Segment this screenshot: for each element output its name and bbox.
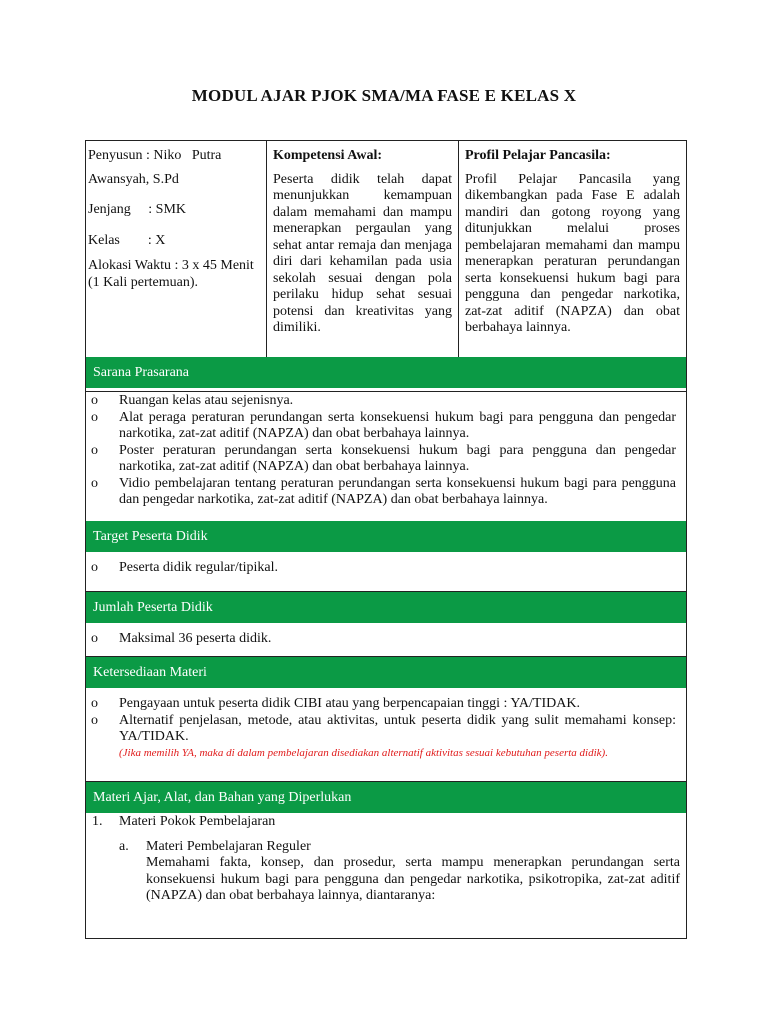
materi-sub-letter: a. bbox=[119, 838, 129, 854]
bullet-marker: o bbox=[91, 409, 98, 425]
bullet-marker: o bbox=[91, 475, 98, 491]
alokasi-line: Alokasi Waktu : 3 x 45 Menit (1 Kali pertemuan). bbox=[88, 258, 254, 290]
sarana-list bbox=[86, 393, 684, 509]
list-item: o Pengayaan untuk peserta didik CIBI atau yang berpencapaian tinggi : YA/TIDAK. bbox=[91, 696, 580, 711]
section-header-materi: Materi Ajar, Alat, dan Bahan yang Diperlukan bbox=[86, 782, 686, 813]
kelas-line: Kelas : X bbox=[88, 232, 166, 248]
ketersediaan-list bbox=[86, 696, 684, 760]
jenjang-line: Jenjang : SMK bbox=[88, 202, 186, 217]
identity-cell bbox=[88, 148, 260, 291]
section-header-sarana: Sarana Prasarana bbox=[86, 357, 686, 388]
bullet-marker: o bbox=[91, 442, 98, 458]
penyusun-line-2: Awansyah, S.Pd bbox=[88, 171, 179, 187]
list-item: o Peserta didik regular/tipikal. bbox=[91, 560, 279, 575]
bullet-marker: o bbox=[91, 631, 98, 646]
materi-item-number: 1. bbox=[92, 814, 103, 829]
profil-cell bbox=[465, 148, 680, 337]
list-item: o Alat peraga peraturan perundangan serta konsekuensi hukum bagi para pengguna dan pengedar narkotika, zat-zat aditif (NAPZA) dan obat berbahaya lainnya. bbox=[91, 409, 676, 441]
column-divider-2 bbox=[458, 140, 459, 357]
ketersediaan-note: (Jika memilih YA, maka di dalam pembelajaran disediakan alternatif aktivitas sesuai kebutuhan peserta didik). bbox=[119, 746, 608, 759]
list-item: o Vidio pembelajaran tentang peraturan perundangan serta konsekuensi hukum bagi para pengguna dan pengedar narkotika, zat-zat aditif (NAPZA) dan obat berbahaya lainnya. bbox=[91, 475, 676, 507]
sarana-divider bbox=[85, 391, 687, 392]
bullet-marker: o bbox=[91, 560, 98, 575]
section-header-jumlah: Jumlah Peserta Didik bbox=[86, 592, 686, 623]
kompetensi-text: Peserta didik telah dapat menunjukkan kemampuan dalam memahami dan mampu menerapkan pergaulan yang sehat antar remaja dan menjaga diri dari kehamilan pada usia sekolah sesuai dengan pola perilaku hidup sehat sesuai potensi dan kreativitas yang dimiliki. bbox=[273, 171, 452, 335]
list-item: o Maksimal 36 peserta didik. bbox=[91, 631, 272, 646]
document-title: MODUL AJAR PJOK SMA/MA FASE E KELAS X bbox=[191, 86, 577, 105]
bullet-marker: o bbox=[91, 393, 98, 408]
jumlah-list bbox=[86, 631, 684, 648]
list-item: o Alternatif penjelasan, metode, atau aktivitas, untuk peserta didik yang sulit memahami konsep: YA/TIDAK. (Jika memilih YA, maka di dalam pembelajaran disediakan alternatif aktivitas sesuai kebutuhan peserta didik). bbox=[91, 712, 676, 759]
profil-heading: Profil Pelajar Pancasila: bbox=[465, 148, 611, 163]
bullet-marker: o bbox=[91, 696, 98, 711]
kompetensi-cell bbox=[273, 148, 452, 337]
bullet-marker: o bbox=[91, 712, 98, 728]
target-list bbox=[86, 560, 684, 577]
section-header-target: Target Peserta Didik bbox=[86, 521, 686, 552]
penyusun-line-1: Penyusun : Niko Putra bbox=[88, 148, 222, 163]
materi-item-label: Materi Pokok Pembelajaran bbox=[119, 814, 276, 829]
profil-text: Profil Pelajar Pancasila yang dikembangkan pada Fase E adalah mandiri dan gotong royong yang ditunjukkan melalui proses pembelajaran memahami dan mampu menerapkan peraturan perundangan serta konsekuensi hukum bagi para pengguna dan pengedar narkotika, zat-zat aditif (NAPZA) dan obat berbahaya lainnya. bbox=[465, 171, 680, 335]
list-item: o Ruangan kelas atau sejenisnya. bbox=[91, 393, 294, 408]
column-divider-1 bbox=[266, 140, 267, 357]
materi-sub-label: Materi Pembelajaran Reguler bbox=[146, 838, 311, 854]
materi-sub-text: Memahami fakta, konsep, dan prosedur, serta mampu menerapkan perundangan serta konsekuensi hukum bagi para pengguna dan pengedar narkotika, psikotropika, zat-zat aditif (NAPZA) dan obat berbahaya lainnya, diantaranya: bbox=[146, 855, 680, 903]
kompetensi-heading: Kompetensi Awal: bbox=[273, 148, 383, 163]
section-header-ketersediaan: Ketersediaan Materi bbox=[86, 657, 686, 688]
materi-content bbox=[92, 814, 680, 905]
list-item: o Poster peraturan perundangan serta konsekuensi hukum bagi para pengguna dan pengedar narkotika, zat-zat aditif (NAPZA) dan obat berbahaya lainnya. bbox=[91, 442, 676, 474]
